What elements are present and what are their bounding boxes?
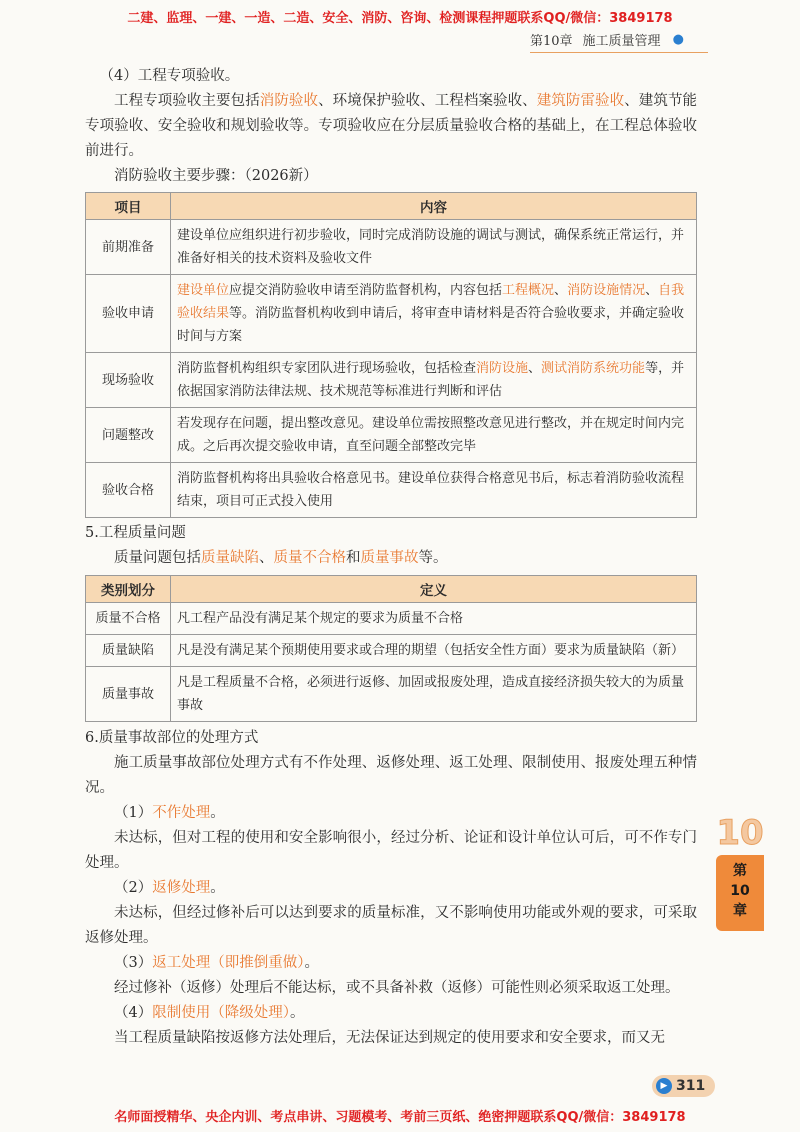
table-row [86,220,697,275]
row-content: 消防监督机构将出具验收合格意见书。建设单位获得合格意见书后，标志着消防验收流程结束，项目可正式投入使用 [171,463,697,518]
row-content: 凡是工程质量不合格，必须进行返修、加固或报废处理，造成直接经济损失较大的为质量事故 [171,667,697,722]
row-content: 建设单位应组织进行初步验收，同时完成消防设施的调试与测试，确保系统正常运行，并准备好相关的技术资料及验收文件 [171,220,697,275]
side-tab-number: 10 [716,813,764,853]
row-item: 问题整改 [86,408,171,463]
row-item: 前期准备 [86,220,171,275]
play-arrow-icon: ▶ [656,1078,672,1094]
column-header-content: 内容 [171,193,697,220]
chapter-header [530,30,708,53]
section5-paragraph: 质量问题包括质量缺陷、质量不合格和质量事故等。 [114,550,448,566]
row-item: 质量事故 [86,667,171,722]
column-header-definition: 定义 [171,576,697,603]
row-item: 现场验收 [86,353,171,408]
row-content: 建设单位应提交消防验收申请至消防监督机构，内容包括工程概况、消防设施情况、自我验收结果等。消防监督机构收到申请后，将审查申请材料是否符合验收要求，并确定验收时间与方案 [171,275,697,353]
row-item: 验收申请 [86,275,171,353]
highlight-lightning-acceptance: 建筑防雷验收 [536,93,625,109]
section4-paragraph: 工程专项验收主要包括消防验收、环境保护验收、工程档案验收、建筑防雷验收、建筑节能专项验收、安全验收和规划验收等。专项验收应在分层质量验收合格的基础上，在工程总体验收前进行。 [85,93,698,159]
row-content: 凡是没有满足某个预期使用要求或合理的期望（包括安全性方面）要求为质量缺陷（新） [171,635,697,667]
method-description: 当工程质量缺陷按返修方法处理后，无法保证达到规定的使用要求和安全要求，而又无 [114,1030,665,1046]
section6-heading: 6.质量事故部位的处理方式 [85,730,259,746]
table-header-row [86,576,697,603]
top-contact-banner: 二建、监理、一建、一造、二造、安全、消防、咨询、检测课程押题联系QQ/微信：3849178 [127,11,673,26]
table-row [86,603,697,635]
method-heading: （1）不作处理。 [114,805,225,821]
method-description: 未达标，但对工程的使用和安全影响很小，经过分析、论证和设计单位认可后，可不作专门处理。 [85,830,697,871]
row-content: 消防监督机构组织专家团队进行现场验收，包括检查消防设施、测试消防系统功能等，并依据国家消防法律法规、技术规范等标准进行判断和评估 [171,353,697,408]
chapter-number: 第10章 [530,34,573,49]
location-pin-icon: ● [672,32,684,47]
row-item: 质量缺陷 [86,635,171,667]
table-row [86,635,697,667]
method-heading: （2）返修处理。 [114,880,225,896]
fire-acceptance-steps-title: 消防验收主要步骤：（2026新） [114,168,318,184]
chapter-title: 施工质量管理 [582,34,661,49]
column-header-category: 类别划分 [86,576,171,603]
method-heading: （4）限制使用（降级处理）。 [114,1005,305,1021]
method-heading: （3）返工处理（即推倒重做）。 [114,955,319,971]
table-header-row [86,193,697,220]
method-description: 经过修补（返修）处理后不能达标，或不具备补救（返修）可能性则必须采取返工处理。 [114,980,680,996]
chapter-side-tab [712,813,768,933]
section4-heading: （4）工程专项验收。 [99,68,240,84]
quality-problem-table [85,575,697,722]
row-item: 验收合格 [86,463,171,518]
highlight-fire-acceptance: 消防验收 [259,93,319,109]
section5-heading: 5.工程质量问题 [85,525,186,541]
bottom-contact-banner: 名师面授精华、央企内训、考点串讲、习题模考、考前三页纸、绝密押题联系QQ/微信：3849178 [114,1110,686,1125]
table-row [86,353,697,408]
row-content: 若发现存在问题，提出整改意见。建设单位需按照整改意见进行整改，并在规定时间内完成。之后再次提交验收申请，直至问题全部整改完毕 [171,408,697,463]
table-row [86,275,697,353]
page-number: 311 [676,1078,706,1094]
column-header-item: 项目 [86,193,171,220]
row-item: 质量不合格 [86,603,171,635]
fire-acceptance-table [85,192,697,518]
page-number-badge [652,1075,715,1097]
method-description: 未达标，但经过修补后可以达到要求的质量标准，又不影响使用功能或外观的要求，可采取返修处理。 [85,905,697,946]
row-content: 凡工程产品没有满足某个规定的要求为质量不合格 [171,603,697,635]
table-row [86,463,697,518]
side-tab-label: 第 10 章 [716,855,764,931]
section6-intro: 施工质量事故部位处理方式有不作处理、返修处理、返工处理、限制使用、报废处理五种情况。 [85,755,697,796]
table-row [86,408,697,463]
page-content [85,64,697,1051]
table-row [86,667,697,722]
